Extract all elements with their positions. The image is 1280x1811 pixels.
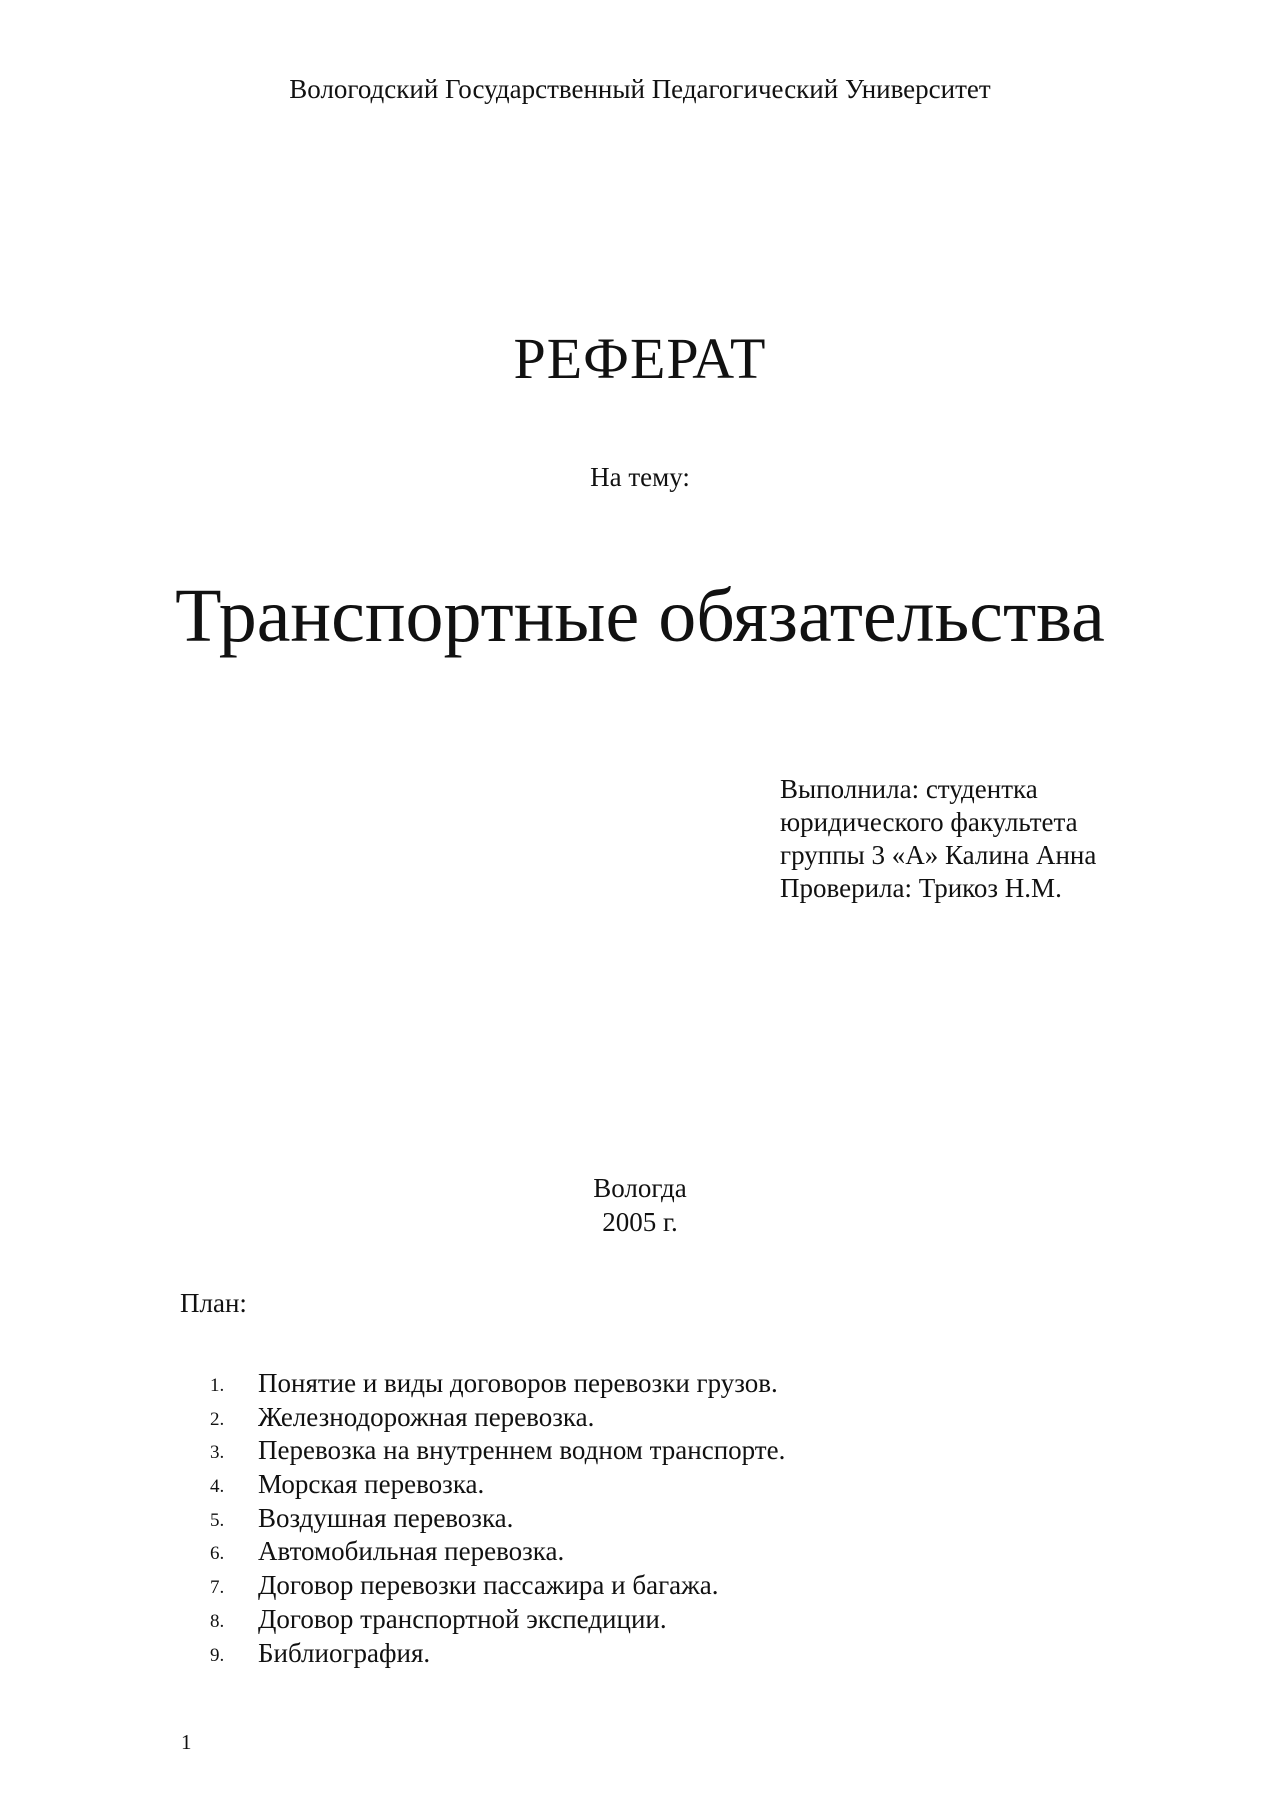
plan-item-text: Железнодорожная перевозка. — [258, 1401, 595, 1432]
page-number: 1 — [181, 1730, 192, 1754]
plan-item-number: 6. — [210, 1543, 225, 1565]
author-line: группы 3 «А» Калина Анна — [780, 840, 1097, 870]
plan-item-number: 5. — [210, 1509, 225, 1531]
plan-item-text: Договор перевозки пассажира и багажа. — [258, 1570, 719, 1601]
plan-item-text: Договор транспортной экспедиции. — [258, 1603, 667, 1634]
plan-item-number: 9. — [210, 1644, 225, 1666]
year: 2005 г. — [602, 1207, 678, 1237]
plan-item-text: Перевозка на внутреннем водном транспорте. — [258, 1435, 786, 1466]
plan-item-number: 8. — [210, 1610, 225, 1632]
document-type-title: РЕФЕРАТ — [513, 326, 767, 391]
author-line: Выполнила: студентка — [780, 774, 1038, 804]
plan-item-number: 4. — [210, 1476, 225, 1498]
plan-item-number: 3. — [210, 1442, 225, 1464]
author-block — [780, 773, 1096, 905]
topic-title: Транспортные обязательства — [175, 574, 1105, 658]
plan-item-text: Понятие и виды договоров перевозки грузов. — [258, 1368, 778, 1398]
plan-item-number: 2. — [210, 1408, 225, 1430]
reviewer-line: Проверила: Трикоз Н.М. — [780, 873, 1062, 903]
plan-item-text: Морская перевозка. — [258, 1469, 485, 1500]
plan-heading: План: — [180, 1288, 247, 1318]
city-year-block — [0, 1171, 1280, 1239]
plan-item-number: 1. — [210, 1375, 225, 1396]
author-line: юридического факультета — [780, 807, 1078, 837]
university-header: Вологодский Государственный Педагогический Университет — [289, 74, 991, 104]
plan-item-text: Автомобильная перевозка. — [258, 1536, 565, 1567]
plan-item-number: 7. — [210, 1577, 225, 1599]
plan-item-text: Воздушная перевозка. — [258, 1502, 514, 1533]
subject-label: На тему: — [590, 462, 690, 492]
city: Вологда — [593, 1173, 687, 1203]
plan-item-text: Библиография. — [258, 1637, 431, 1668]
